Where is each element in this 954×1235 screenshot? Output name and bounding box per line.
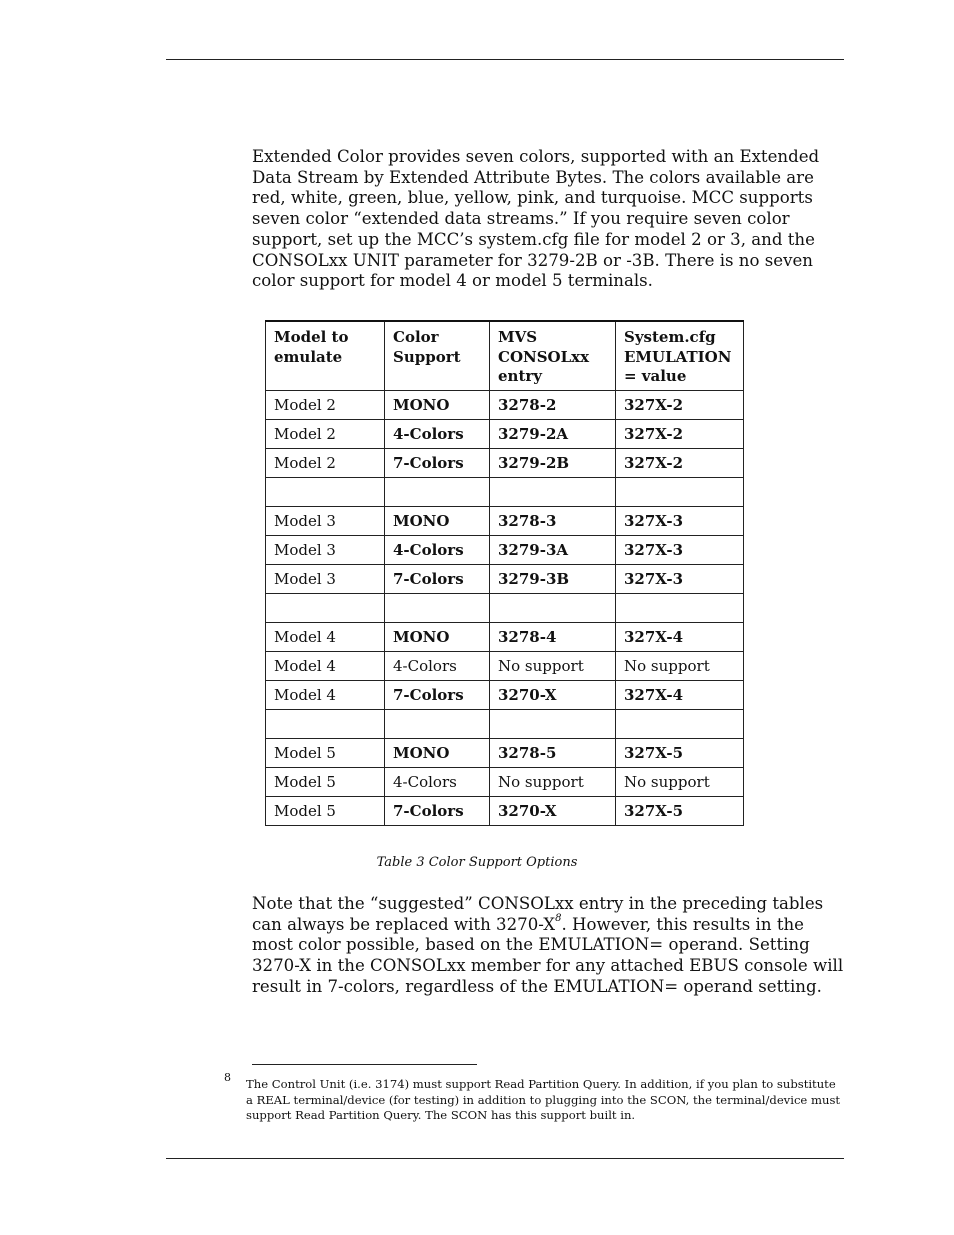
cell-model: Model 2 <box>266 390 385 419</box>
cell-consolxx: 3279-2A <box>490 419 616 448</box>
cell-model: Model 2 <box>266 419 385 448</box>
cell-color: MONO <box>385 738 490 767</box>
note-text <box>252 894 844 998</box>
cell-emulation: 327X-2 <box>616 448 744 477</box>
footnote-text: The Control Unit (i.e. 3174) must support Read Partition Query. In addition, if you plan to substitute a REAL terminal/device (for testing) in addition to plugging into the SCON, the terminal/device must support Read Partition Query. The SCON has this support built in. <box>246 1077 841 1122</box>
header-rule <box>166 59 844 60</box>
cell-consolxx: 3279-3A <box>490 535 616 564</box>
cell-model: Model 4 <box>266 680 385 709</box>
note-paragraph <box>252 894 844 998</box>
cell-model: Model 4 <box>266 622 385 651</box>
cell-model: Model 3 <box>266 506 385 535</box>
cell-model: Model 5 <box>266 738 385 767</box>
table-row <box>266 767 744 796</box>
cell-emulation: 327X-2 <box>616 390 744 419</box>
footnote-number: 8 <box>224 1071 231 1084</box>
table-row-spacer <box>266 477 744 506</box>
cell-emulation <box>616 709 744 738</box>
cell-consolxx: No support <box>490 767 616 796</box>
cell-color: 7-Colors <box>385 796 490 825</box>
table-row <box>266 448 744 477</box>
cell-consolxx <box>490 709 616 738</box>
cell-color: MONO <box>385 622 490 651</box>
table-row <box>266 390 744 419</box>
header-color-support: Color Support <box>385 321 490 390</box>
cell-model: Model 3 <box>266 564 385 593</box>
table-row <box>266 506 744 535</box>
table-row <box>266 796 744 825</box>
footnote-reference[interactable]: 8 <box>555 912 562 924</box>
cell-color: 7-Colors <box>385 680 490 709</box>
cell-color <box>385 593 490 622</box>
cell-model: Model 2 <box>266 448 385 477</box>
cell-consolxx: 3278-4 <box>490 622 616 651</box>
cell-model: Model 3 <box>266 535 385 564</box>
cell-consolxx: 3278-5 <box>490 738 616 767</box>
cell-color: 4-Colors <box>385 651 490 680</box>
cell-model <box>266 709 385 738</box>
cell-model: Model 4 <box>266 651 385 680</box>
cell-emulation: 327X-4 <box>616 622 744 651</box>
intro-paragraph <box>252 147 844 292</box>
table-row <box>266 651 744 680</box>
table-row-spacer <box>266 593 744 622</box>
cell-color <box>385 477 490 506</box>
header-mvs-consolxx: MVS CONSOLxx entry <box>490 321 616 390</box>
intro-text: Extended Color provides seven colors, supported with an Extended Data Stream by Extended Attribute Bytes. The colors available are red, white, green, blue, yellow, pink, and turquoise. MCC supports seven color “extended data streams.” If you require seven color support, set up the MCC’s system.cfg file for model 2 or 3, and the CONSOLxx UNIT parameter for 3279-2B or -3B. There is no seven color support for model 4 or model 5 terminals. <box>252 147 820 291</box>
cell-consolxx <box>490 477 616 506</box>
cell-emulation: 327X-3 <box>616 535 744 564</box>
footnote-separator <box>252 1064 477 1065</box>
cell-emulation: 327X-4 <box>616 680 744 709</box>
table-caption: Table 3 Color Support Options <box>376 855 578 870</box>
table-row <box>266 535 744 564</box>
color-support-table <box>265 320 744 826</box>
cell-model: Model 5 <box>266 796 385 825</box>
cell-consolxx: 3270-X <box>490 680 616 709</box>
cell-emulation: 327X-3 <box>616 564 744 593</box>
cell-emulation: 327X-5 <box>616 738 744 767</box>
footer-rule <box>166 1158 844 1159</box>
cell-emulation: 327X-5 <box>616 796 744 825</box>
cell-color: 4-Colors <box>385 419 490 448</box>
cell-emulation: 327X-2 <box>616 419 744 448</box>
cell-model <box>266 593 385 622</box>
cell-emulation: No support <box>616 767 744 796</box>
table-row <box>266 419 744 448</box>
note-text-after: . However, this results in the most color possible, based on the EMULATION= operand. Setting 3270-X in the CONSOLxx member for any attached EBUS console will result in 7-colors, regardless of the EMULATION= operand setting. <box>252 914 844 996</box>
cell-color: 4-Colors <box>385 535 490 564</box>
table-row-spacer <box>266 709 744 738</box>
cell-model: Model 5 <box>266 767 385 796</box>
table-header-row <box>266 321 744 390</box>
cell-consolxx: 3270-X <box>490 796 616 825</box>
table-row <box>266 738 744 767</box>
table-row <box>266 680 744 709</box>
cell-emulation <box>616 593 744 622</box>
cell-emulation: No support <box>616 651 744 680</box>
table-row <box>266 622 744 651</box>
header-model: Model to emulate <box>266 321 385 390</box>
cell-emulation: 327X-3 <box>616 506 744 535</box>
cell-color: MONO <box>385 506 490 535</box>
cell-consolxx: 3279-2B <box>490 448 616 477</box>
header-emulation-value: System.cfg EMULATION = value <box>616 321 744 390</box>
cell-consolxx: 3279-3B <box>490 564 616 593</box>
cell-consolxx: No support <box>490 651 616 680</box>
cell-color: 4-Colors <box>385 767 490 796</box>
cell-consolxx: 3278-3 <box>490 506 616 535</box>
cell-color: 7-Colors <box>385 564 490 593</box>
note-text-before: Note that the “suggested” CONSOLxx entry in the preceding tables can always be replaced with 3270-X <box>252 894 824 934</box>
cell-color: 7-Colors <box>385 448 490 477</box>
cell-emulation <box>616 477 744 506</box>
cell-model <box>266 477 385 506</box>
cell-consolxx <box>490 593 616 622</box>
cell-color: MONO <box>385 390 490 419</box>
cell-consolxx: 3278-2 <box>490 390 616 419</box>
table-row <box>266 564 744 593</box>
cell-color <box>385 709 490 738</box>
